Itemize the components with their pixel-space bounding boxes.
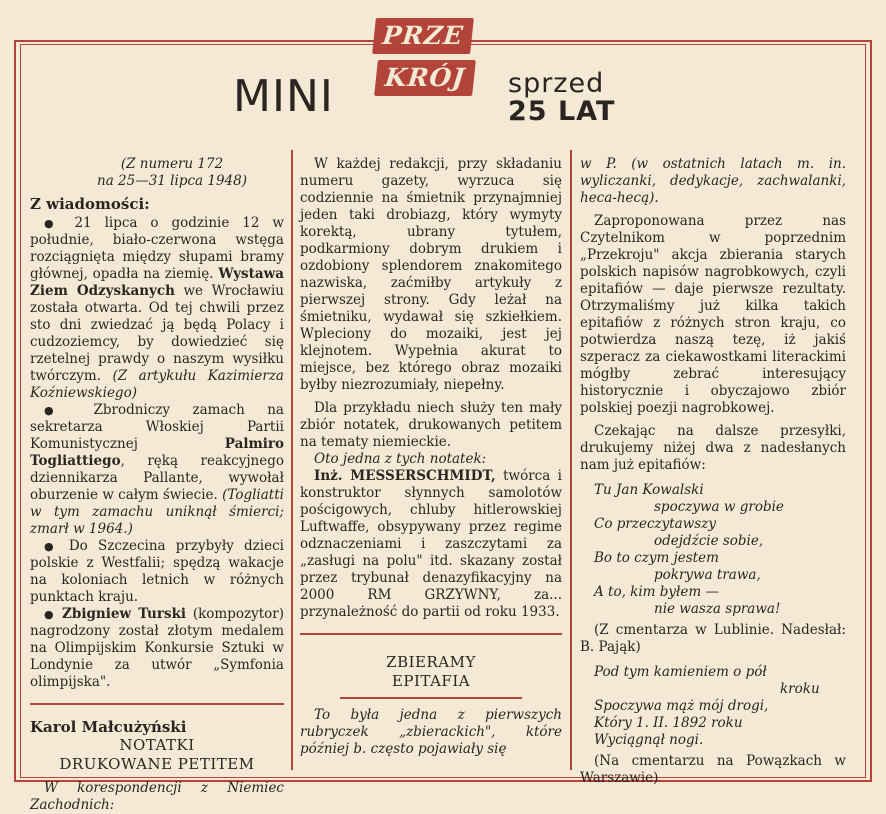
epitaph-2-source: (Na cmentarzu na Powązkach w Warszawie) [580, 753, 846, 786]
article-paragraph-2: Dla przykładu niech służy ten mały zbiór notatek, drukowanych petitem na tematy niemieckie. [300, 400, 562, 450]
epitaph-1-line: Co przeczytawszy [594, 516, 716, 532]
epitaph-2-line: Wyciągnął nogi. [594, 732, 704, 748]
column-divider-1 [291, 150, 293, 770]
issue-line1: (Z numeru 172 [120, 156, 224, 172]
przekroj-logo [372, 16, 476, 102]
column-divider-2 [570, 150, 572, 770]
title-sprzed-line2: 25 LAT [508, 96, 616, 127]
article-paragraph-3: Oto jedna z tych notatek: [314, 451, 487, 467]
news-item-2-text: Zbrodniczy zamach na sekretarza Włoskiej Partii Komunistycznej [30, 402, 284, 452]
news-item-3 [30, 538, 284, 606]
article-paragraph-4-bold: Inż. MESSERSCHMIDT, [314, 468, 496, 484]
section-intro: To była jedna z pierwszych rubryczek „zbierackich", które później b. często pojawiały się [300, 707, 562, 757]
epitaph-1-source: (Z cmentarza w Lublinie. Nadesłał: B. Pająk) [580, 622, 846, 655]
epitaph-2 [594, 664, 846, 749]
news-item-1-rest: we Wrocławiu została otwarta. Od tej chwili przez sto dni zwiedzać ją będą Polacy i cudzoziemcy, by dowiedzieć się rzetelnej prawdy o naszym wysiłku twórczym. [30, 283, 285, 384]
article-title-line1: NOTATKI [119, 736, 195, 754]
epitaph-1-line: odejdźcie sobie, [654, 533, 764, 549]
article-paragraph-4 [300, 468, 562, 621]
title-sprzed-line1: sprzed [508, 68, 605, 99]
news-item-1 [30, 215, 284, 402]
news-item-2-bold: Palmiro Togliattiego [30, 436, 284, 469]
epitaph-2-line: kroku [780, 681, 820, 697]
section-title-line2: EPITAFIA [391, 672, 471, 690]
epitaph-2-line: Spoczywa mąż mój drogi, [594, 698, 769, 714]
section-paragraph-3: Czekając na dalsze przesyłki, drukujemy niżej dwa z nadesłanych nam już epitafiów: [580, 423, 846, 473]
article-start: W korespondencji z Niemiec Zachodnich: [30, 780, 284, 813]
news-item-4 [30, 606, 284, 691]
article-paragraph-1: W każdej redakcji, przy składaniu numeru gazety, wyrzuca się codziennie na śmietnik przynajmniej jeden taki drobiazg, który wymyty korektą, ubrany tytułem, podkarmiony dobrym drukiem i ozdobiony splendorem znakomitego nazwiska, zaćmiłby artykuły z pierwszej strony. Gdy leżał na śmietniku, wydawał się szkiełkiem. Wpleciony do mozaiki, jest jej klejnotem. Wypełnia akurat to miejsce, bez którego obraz mozaiki byłby niezrozumiały, niepełny. [300, 156, 562, 393]
news-item-2 [30, 402, 284, 538]
divider-line [30, 703, 284, 705]
news-item-1-italic: (Z artykułu Kazimierza Koźniewskiego) [30, 368, 284, 401]
news-item-4-bold: Zbigniew Turski [62, 606, 187, 622]
logo-top: PRZE [372, 18, 474, 54]
epitaph-1-line: A to, kim byłem — [594, 584, 719, 600]
column-1 [30, 156, 284, 814]
epitaph-2-line: Pod tym kamieniem o pół [594, 664, 767, 680]
article-paragraph-4-rest: twórca i konstruktor słynnych samolotów pościgowych, chluby hitlerowskiej Luftwaffe, obsypywany przez regime odznaczeniami i zaszczytami za „zasługi na polu" itd. skazany został przez trybunał denazyfikacyjny na 2000 RM GRZYWNY, za... przynależność do partii od roku 1933. [300, 468, 562, 620]
epitaph-1-line: spoczywa w grobie [654, 499, 784, 515]
news-item-1-bold: Wystawa Ziem Odzyskanych [30, 266, 285, 299]
news-heading: Z wiadomości: [30, 195, 150, 213]
title-mini: MINI [233, 71, 334, 122]
news-item-4-rest: (kompozytor) nagrodzony został złotym medalem na Olimpijskim Konkursie Sztuki w Londynie za utwór „Symfonia olimpijska". [30, 606, 284, 690]
section-title-line1: ZBIERAMY [386, 653, 476, 671]
news-item-2-italic: (Togliatti w tym zamachu uniknął śmierci; zmarł w 1964.) [30, 487, 284, 537]
title-sprzed [508, 70, 615, 126]
epitaph-1-line: pokrywa trawa, [654, 567, 761, 583]
divider-line-2 [300, 633, 562, 635]
epitaph-1-line: Bo to czym jestem [594, 550, 719, 566]
news-item-2-rest: , ręką reakcyjnego dziennikarza Pallante, wywołał oburzenie w całym świecie. [30, 453, 284, 503]
section-continued: w P. (w ostatnich latach m. in. wyliczanki, dedykacje, zachwalanki, heca-hecą). [580, 156, 846, 206]
section-paragraph-2: Zaproponowana przez nas Czytelnikom w poprzednim „Przekroju" akcja zbierania starych polskich napisów nagrobkowych, czyli epitafiów — daje pierwsze rezultaty. Otrzymaliśmy już kilka takich epitafiów z różnych stron kraju, co potwierdza naszą tezę, iż jakiś szperacz za ciekawostkami literackimi mógłby zebrać interesujący historycznie i obyczajowo zbiór polskiej poezji nagrobkowej. [580, 213, 846, 416]
column-2 [300, 156, 562, 758]
news-item-3-text: Do Szczecina przybyły dzieci polskie z Westfalii; spędzą wakacje na koloniach letnich w różnych punktach kraju. [30, 538, 284, 605]
epitaph-2-line: Który 1. II. 1892 roku [594, 715, 743, 731]
epitaph-1-line: Tu Jan Kowalski [594, 482, 704, 498]
logo-bottom: KRÓJ [374, 60, 476, 96]
news-item-1-text: 21 lipca o godzinie 12 w południe, biało-czerwona wstęga rozciągnięta między słupami bramy głównej, opadła na ziemię. [30, 215, 284, 282]
article-title-line2: DRUKOWANE PETITEM [59, 755, 255, 773]
epitaph-1-line: nie wasza sprawa! [654, 601, 781, 617]
issue-line2: na 25—31 lipca 1948) [97, 173, 247, 189]
epitaph-1 [594, 482, 846, 618]
divider-line-3 [340, 697, 522, 699]
column-3 [580, 156, 846, 787]
article-author: Karol Małcużyński [30, 718, 187, 736]
